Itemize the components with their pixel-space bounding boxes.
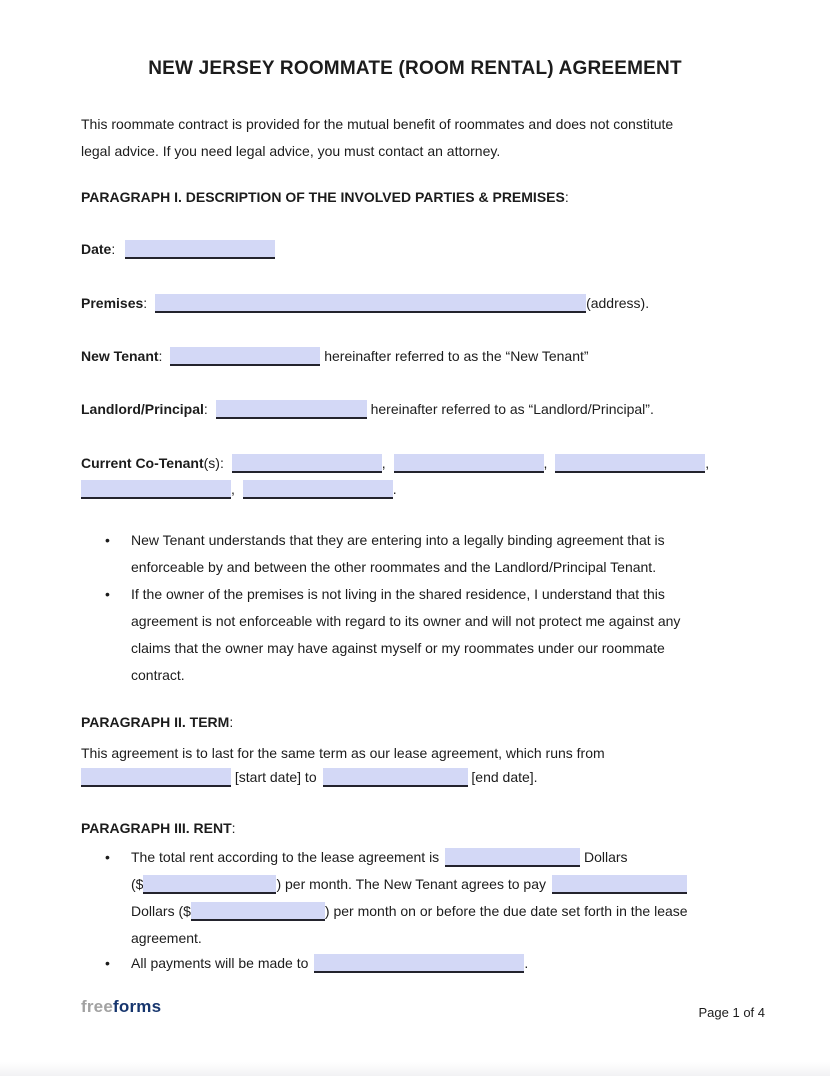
label-colon: :	[111, 241, 116, 257]
new-tenant-rent-amount-field[interactable]	[191, 902, 325, 921]
intro-line-1: This roommate contract is provided for the mutual benefit of roommates and does not constitute	[81, 116, 674, 132]
new-tenant-rent-words-field[interactable]	[552, 875, 687, 894]
premises-suffix: (address).	[586, 295, 650, 311]
paragraph-1-heading-text: PARAGRAPH I. DESCRIPTION OF THE INVOLVED PARTIES & PREMISES	[81, 189, 565, 205]
bullet-text: New Tenant understands that they are entering into a legally binding agreement that is	[131, 532, 665, 548]
date-field[interactable]	[125, 240, 275, 259]
bullet-item	[81, 844, 761, 871]
paragraph-3-heading	[81, 820, 236, 836]
page-title: NEW JERSEY ROOMMATE (ROOM RENTAL) AGREEMENT	[148, 58, 682, 79]
co-tenant-field-3[interactable]	[555, 454, 705, 473]
separator-comma: ,	[543, 455, 548, 471]
rent-bullet-list	[81, 844, 761, 952]
premises-field[interactable]	[155, 294, 586, 313]
separator-comma: ,	[705, 455, 710, 471]
premises-line	[81, 292, 649, 314]
logo-forms-text: forms	[113, 997, 162, 1016]
page-bottom-edge	[0, 1062, 830, 1076]
rent-text: The total rent according to the lease agreement is	[131, 849, 440, 865]
bullet-text: If the owner of the premises is not living in the shared residence, I understand that this	[131, 586, 665, 602]
term-body-text: This agreement is to last for the same term as our lease agreement, which runs from	[81, 745, 605, 761]
date-line	[81, 238, 275, 260]
landlord-principal-field[interactable]	[216, 400, 367, 419]
payments-text: All payments will be made to	[131, 955, 309, 971]
rent-line-3	[81, 898, 761, 925]
separator-comma: ,	[231, 481, 235, 497]
co-tenant-field-2[interactable]	[394, 454, 544, 473]
rent-text: ($	[131, 876, 144, 892]
landlord-label: Landlord/Principal	[81, 401, 204, 417]
bullet-text-continuation: claims that the owner may have against myself or my roommates under our roommate	[131, 640, 665, 656]
co-tenant-field-4[interactable]	[81, 480, 231, 499]
bullet-icon: •	[105, 955, 110, 971]
total-rent-words-field[interactable]	[445, 848, 580, 867]
bullet-text-continuation: enforceable by and between the other roommates and the Landlord/Principal Tenant.	[131, 559, 657, 575]
co-tenant-line-2	[81, 478, 397, 500]
date-label: Date	[81, 241, 112, 257]
co-tenant-label-suffix: (s)	[203, 455, 220, 471]
landlord-suffix: hereinafter referred to as “Landlord/Principal”.	[370, 401, 654, 417]
heading-colon: :	[231, 820, 236, 836]
intro-paragraph	[81, 111, 741, 165]
page-indicator: Page 1 of 4	[698, 1005, 765, 1020]
label-colon: :	[203, 401, 208, 417]
bullet-item	[81, 581, 741, 608]
rent-text: ) per month. The New Tenant agrees to pay	[276, 876, 546, 892]
co-tenant-field-5[interactable]	[243, 480, 393, 499]
premises-label: Premises	[81, 295, 144, 311]
paragraph-2-heading	[81, 714, 233, 730]
total-rent-amount-field[interactable]	[143, 875, 276, 894]
term-dates-line	[81, 766, 538, 788]
end-date-hint: [end date].	[471, 769, 538, 785]
bullet-icon: •	[105, 532, 110, 548]
payments-made-to-field[interactable]	[314, 954, 524, 973]
co-tenant-field-1[interactable]	[232, 454, 382, 473]
bullet-text-continuation: contract.	[131, 667, 185, 683]
paragraph-2-heading-text: PARAGRAPH II. TERM	[81, 714, 230, 730]
logo-free-text: free	[81, 997, 113, 1016]
parties-bullet-list	[81, 527, 741, 689]
bullet-item	[81, 527, 741, 554]
payments-period: .	[524, 955, 529, 971]
new-tenant-suffix: hereinafter referred to as the “New Tenant”	[324, 348, 589, 364]
co-tenant-label: Current Co-Tenant	[81, 455, 204, 471]
bullet-icon: •	[105, 849, 110, 865]
paragraph-1-heading	[81, 189, 569, 205]
landlord-line	[81, 398, 654, 420]
rent-text: ) per month on or before the due date set forth in the lease	[324, 903, 688, 919]
freeforms-logo	[81, 997, 161, 1017]
new-tenant-line	[81, 345, 589, 367]
co-tenant-line-1	[81, 452, 709, 474]
rent-text: Dollars	[583, 849, 628, 865]
intro-line-2: legal advice. If you need legal advice, you must contact an attorney.	[81, 143, 501, 159]
rent-line-4: agreement.	[131, 930, 202, 946]
start-date-hint: [start date] to	[234, 769, 317, 785]
bullet-text-continuation: agreement is not enforceable with regard to its owner and will not protect me against any	[131, 613, 681, 629]
term-start-date-field[interactable]	[81, 768, 231, 787]
rent-line-2	[81, 871, 761, 898]
heading-colon: :	[564, 189, 569, 205]
new-tenant-label: New Tenant	[81, 348, 159, 364]
label-colon: :	[143, 295, 148, 311]
new-tenant-field[interactable]	[170, 347, 320, 366]
separator-comma: ,	[381, 455, 386, 471]
payments-bullet-line	[81, 950, 830, 977]
separator-period: .	[392, 481, 397, 497]
label-colon: :	[219, 455, 224, 471]
label-colon: :	[158, 348, 163, 364]
bullet-icon: •	[105, 586, 110, 602]
rent-text: Dollars ($	[131, 903, 191, 919]
paragraph-3-heading-text: PARAGRAPH III. RENT	[81, 820, 232, 836]
heading-colon: :	[229, 714, 234, 730]
term-end-date-field[interactable]	[323, 768, 468, 787]
